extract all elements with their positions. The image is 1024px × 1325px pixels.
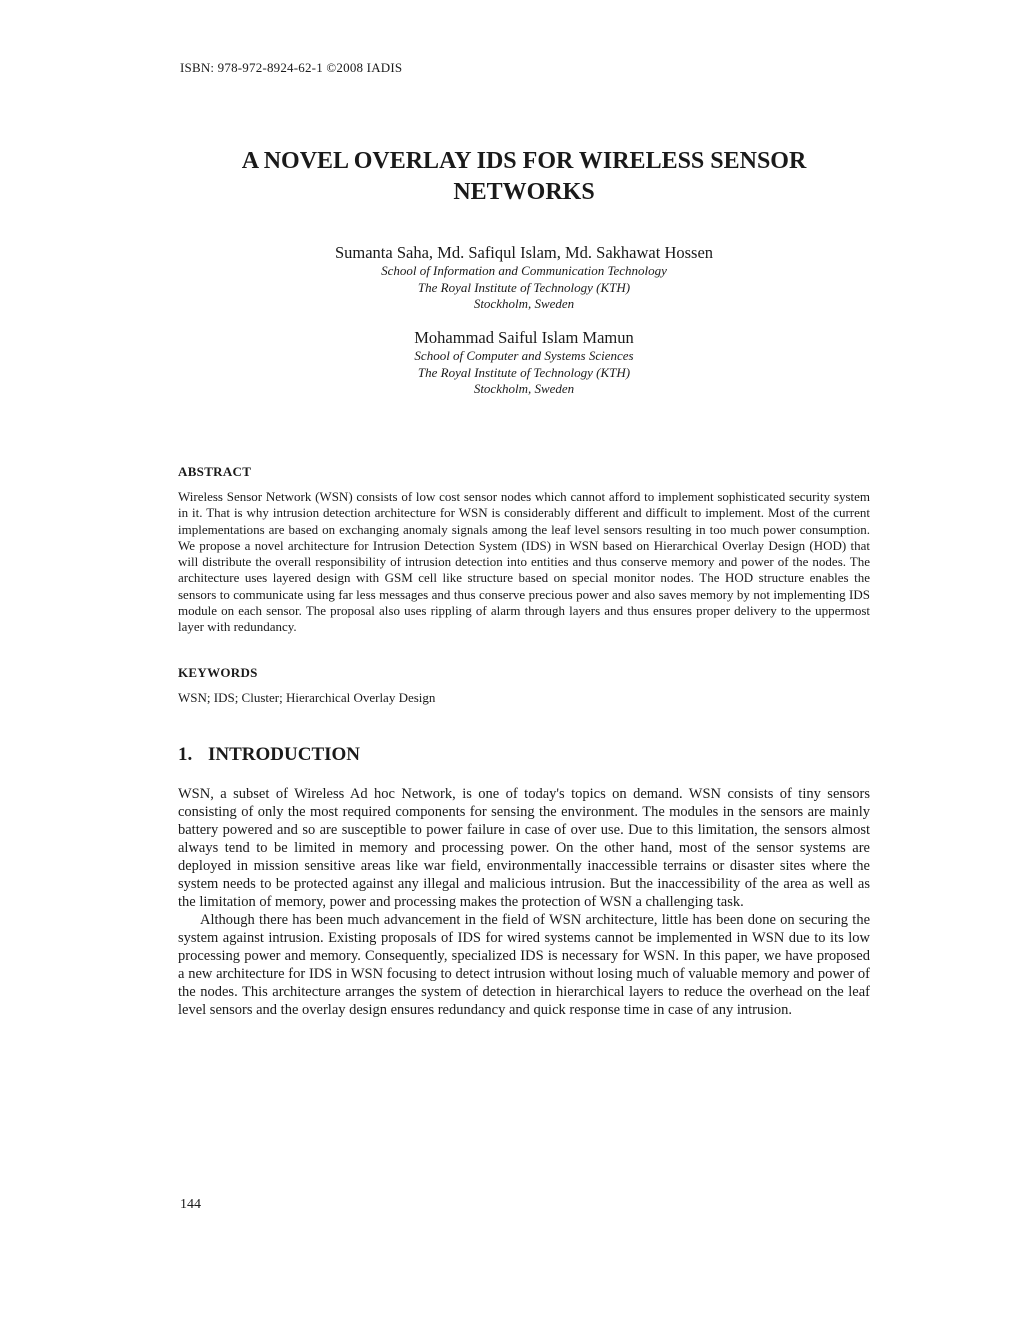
- affiliation-location: Stockholm, Sweden: [473, 381, 575, 396]
- intro-paragraph-1: WSN, a subset of Wireless Ad hoc Network, is one of today's topics on demand. WSN consists of tiny sensors consisting of only the most required components for sensing the environment. The modules in the sensors are mainly battery powered and so are susceptible to power failure in case of over use. Due to this limitation, the sensors almost always tend to be limited in memory and processing power. On the other hand, most of the sensor systems are deployed in mission sensitive areas like war field, environmentally inaccessible terrains or disaster sites where the system needs to be protected against any illegal and malicious intrusion. But the inaccessibility of the area as well as the limitation of memory, power and processing makes the protection of WSN a challenging task.: [178, 786, 870, 910]
- paper-title: [180, 146, 868, 208]
- abstract-text: Wireless Sensor Network (WSN) consists of low cost sensor nodes which cannot afford to implement sophisticated security system in it. That is why intrusion detection architecture for WSN is considerably different and difficult to implement. Most of the current implementations are based on exchanging anomaly signals among the leaf level sensors resulting in too much power consumption. We propose a novel architecture for Intrusion Detection System (IDS) in WSN based on Hierarchical Overlay Design (HOD) that will distribute the overall responsibility of intrusion detection into entities and thus conserve memory and power of the nodes. The architecture uses layered design with GSM cell like structure based on special monitor nodes. The HOD structure enables the sensors to communicate using far less messages and thus conserve precious power and also saves memory by not implementing IDS module on each sensor. The proposal also uses rippling of alarm through layers and thus ensures proper delivery to the uppermost layer with redundancy.: [178, 489, 870, 635]
- author-names: Sumanta Saha, Md. Safiqul Islam, Md. Sakhawat Hossen: [334, 243, 714, 262]
- isbn-header: ISBN: 978-972-8924-62-1 ©2008 IADIS: [180, 60, 403, 75]
- author-block-2: [180, 328, 868, 398]
- affiliation-institute: The Royal Institute of Technology (KTH): [417, 364, 631, 380]
- section-title: INTRODUCTION: [208, 744, 361, 765]
- page-number: 144: [180, 1197, 201, 1212]
- affiliation-school: School of Computer and Systems Sciences: [414, 348, 634, 363]
- keywords-text: WSN; IDS; Cluster; Hierarchical Overlay Design: [178, 690, 436, 705]
- author-block-1: [180, 243, 868, 313]
- intro-paragraph-2: Although there has been much advancement in the field of WSN architecture, little has been done on securing the system against intrusion. Existing proposals of IDS for wired systems cannot be implemented in WSN due to its low processing power and memory. Consequently, specialized IDS is necessary for WSN. In this paper, we have proposed a new architecture for IDS in WSN focusing to detect intrusion without losing much of valuable memory and power of the nodes. This architecture arranges the system of detection in hierarchical layers to reduce the overhead on the leaf level sensors and the overlay design ensures redundancy and quick response time in case of any intrusion.: [178, 912, 870, 1018]
- author-names: Mohammad Saiful Islam Mamun: [414, 328, 634, 347]
- abstract-label: ABSTRACT: [178, 464, 252, 479]
- section-number: 1.: [178, 744, 193, 765]
- affiliation-institute: The Royal Institute of Technology (KTH): [417, 279, 631, 295]
- keywords-label: KEYWORDS: [178, 665, 258, 680]
- introduction-body: [178, 785, 870, 1019]
- introduction-heading: [178, 744, 360, 766]
- affiliation-school: School of Information and Communication Technology: [381, 263, 667, 278]
- paper-title-line-1: A NOVEL OVERLAY IDS FOR WIRELESS SENSOR: [241, 148, 807, 174]
- paper-title-line-2: NETWORKS: [453, 179, 595, 205]
- affiliation-location: Stockholm, Sweden: [473, 296, 575, 311]
